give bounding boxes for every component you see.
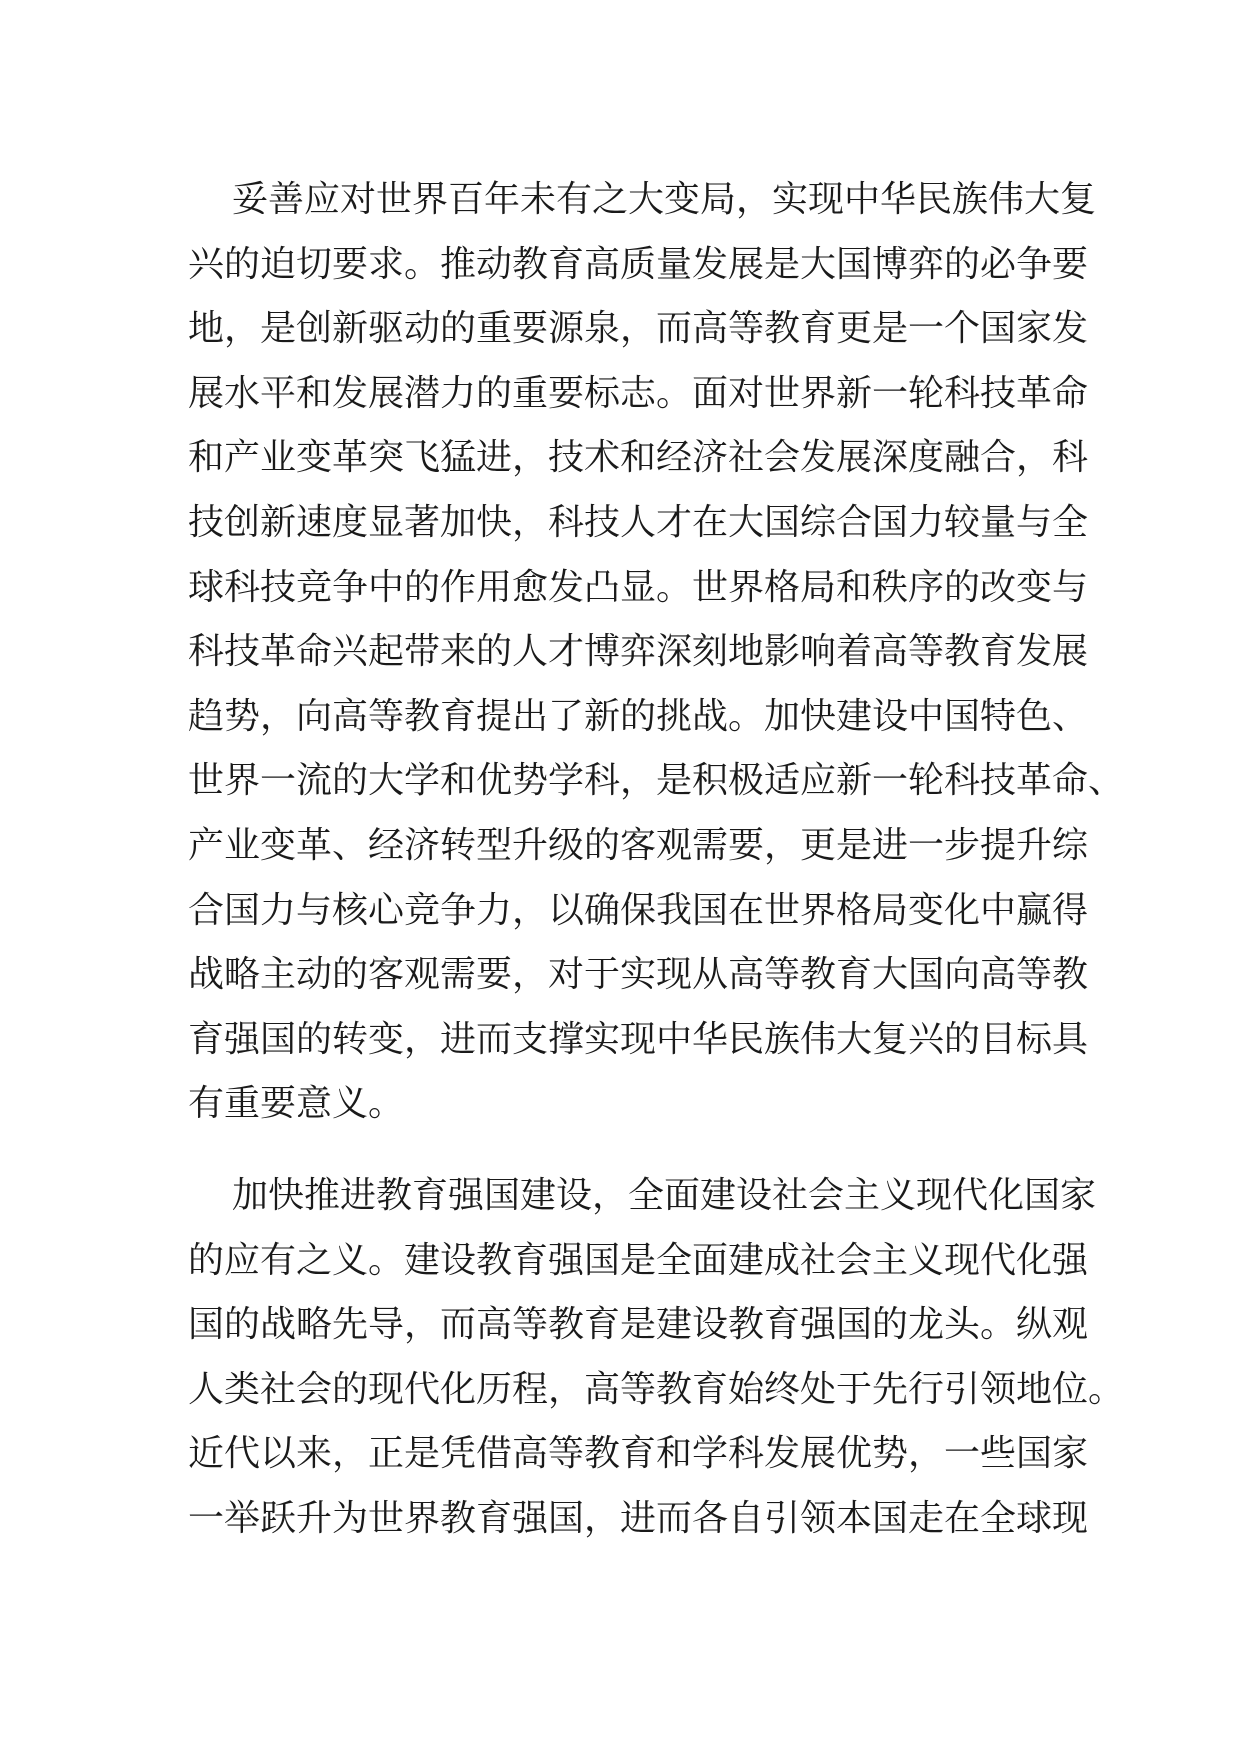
paragraph-line: 科技革命兴起带来的人才博弈深刻地影响着高等教育发展 [188,631,1089,673]
paragraph-line: 合国力与核心竞争力，以确保我国在世界格局变化中赢得 [188,889,1089,931]
paragraph-line: 战略主动的客观需要，对于实现从高等教育大国向高等教 [188,954,1089,996]
paragraph-line: 球科技竞争中的作用愈发凸显。世界格局和秩序的改变与 [188,566,1089,608]
paragraph-line: 近代以来，正是凭借高等教育和学科发展优势，一些国家 [188,1433,1089,1475]
paragraph-line: 有重要意义。 [188,1083,405,1125]
paragraph-line: 妥善应对世界百年未有之大变局，实现中华民族伟大复 [232,179,1097,220]
paragraph-line: 兴的迫切要求。推动教育高质量发展是大国博弈的必争要 [188,243,1089,285]
paragraph-line: 展水平和发展潜力的重要标志。面对世界新一轮科技革命 [188,372,1089,414]
paragraph-line: 地，是创新驱动的重要源泉，而高等教育更是一个国家发 [188,308,1089,350]
paragraph-line: 国的战略先导，而高等教育是建设教育强国的龙头。纵观 [188,1304,1089,1346]
paragraph-line: 技创新速度显著加快，科技人才在大国综合国力较量与全 [188,501,1089,543]
paragraph-line: 一举跃升为世界教育强国，进而各自引领本国走在全球现 [188,1497,1089,1539]
paragraph-line: 育强国的转变，进而支撑实现中华民族伟大复兴的目标具 [188,1018,1089,1060]
paragraph-line: 世界一流的大学和优势学科，是积极适应新一轮科技革命、 [188,760,1125,802]
paragraph-line: 人类社会的现代化历程，高等教育始终处于先行引领地位。 [188,1368,1125,1410]
paragraph-1 [188,168,1125,1137]
paragraph-line: 和产业变革突飞猛进，技术和经济社会发展深度融合，科 [188,437,1089,479]
paragraph-line: 产业变革、经济转型升级的客观需要，更是进一步提升综 [188,824,1089,866]
paragraph-2 [188,1164,1125,1552]
paragraph-line: 加快推进教育强国建设，全面建设社会主义现代化国家 [232,1175,1097,1216]
paragraph-line: 的应有之义。建设教育强国是全面建成社会主义现代化强 [188,1239,1089,1281]
paragraph-line: 趋势，向高等教育提出了新的挑战。加快建设中国特色、 [188,695,1089,737]
